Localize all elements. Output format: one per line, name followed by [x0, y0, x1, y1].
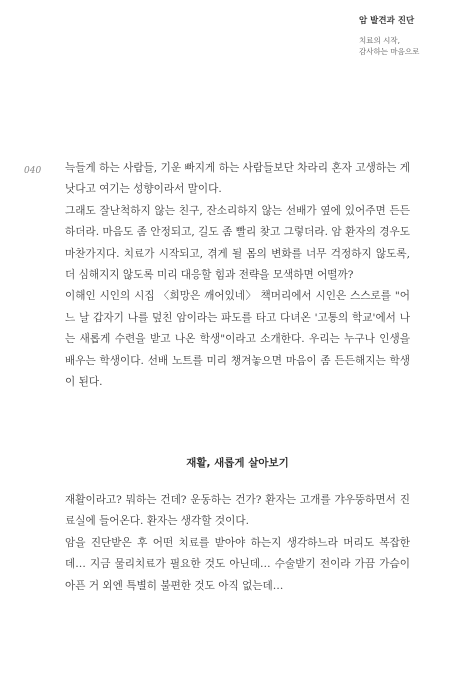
running-head	[351, 14, 443, 57]
body-text-top	[65, 158, 410, 393]
running-head-subtitle-line-2: 감사하는 마음으로	[359, 47, 420, 56]
running-head-subtitle-line-1: 치료의 시작,	[359, 36, 400, 45]
page-number: 040	[24, 166, 42, 176]
paragraph: 이해인 시인의 시집 〈희망은 깨어있네〉 책머리에서 시인은 스스로를 "어느 날 갑자기 나를 덮친 암이라는 파도를 타고 다녀온 '고통의 학교'에서 나는 새롭게 수련을 받고 나온 학생"이라고 소개한다. 우리는 누구나 인생을 배우는 학생이다. 선배 노트를 미리 챙겨놓으면 마음이 좀 든든해지는 학생이 된다.	[65, 290, 410, 389]
body-text-bottom	[65, 490, 410, 597]
paragraph: 재활이라고? 뭐하는 건데? 운동하는 건가? 환자는 고개를 갸우뚱하면서 진료실에 들어온다. 환자는 생각할 것이다.	[65, 494, 410, 528]
paragraph: 늑들게 하는 사람들, 기운 빠지게 하는 사람들보단 차라리 혼자 고생하는 게 낫다고 여기는 성향이라서 말이다.	[65, 162, 410, 196]
running-head-section: 암 발견과 진단	[359, 16, 415, 26]
paragraph: 그래도 잘난척하지 않는 친구, 잔소리하지 않는 선배가 옆에 있어주면 든든하더라. 마음도 좀 안정되고, 길도 좀 빨리 찾고 그렇더라. 암 환자의 경우도 마찬가지다. 치료가 시작되고, 겪게 될 몸의 변화를 너무 걱정하지 않도록, 더 심해지지 않도록 미리 대응할 힘과 전략을 모색하면 어떨까?	[65, 204, 410, 282]
section-heading: 재활, 새롭게 살아보기	[186, 457, 289, 469]
paragraph: 암을 진단받은 후 어떤 치료를 받아야 하는지 생각하느라 머리도 복잡한데… 지금 물리치료가 필요한 것도 아닌데… 수술받기 전이라 가끔 가슴이 아픈 거 외엔 특별히 불편한 것도 아직 없는데…	[65, 536, 410, 592]
